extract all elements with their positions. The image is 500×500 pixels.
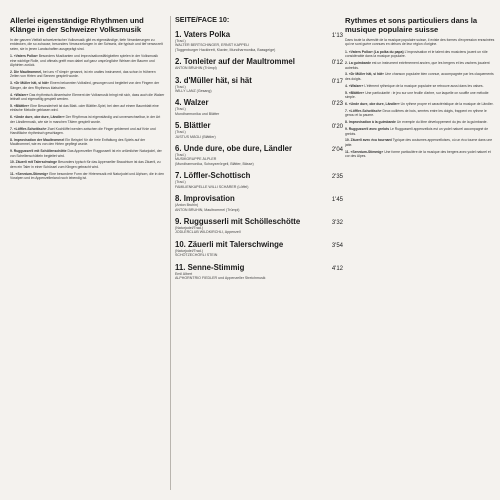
note-text: Une chanson populaire bien connue, accompagnée par les claquements des doigts. [345,72,494,81]
track-duration: 4'12 [331,265,343,272]
note-number: 10. [10,160,15,165]
note-title: Improvisation der Maultrommel [13,137,65,142]
track-credits: (Trad.) FAMILIENKAPELLE WILLI SCHÄRER (Löffel) [175,180,249,189]
note-text: Eine besondere Form der Hirtenmusik mit Naturjodel und Alphorn, die in den Voralpen und im Appenzellerland noch lebendig ist. [10,171,164,181]
note-item [10,70,165,79]
note-item [345,102,495,106]
track-duration: 0'23 [331,101,343,108]
note-item [10,81,165,90]
note-text: Eine Besonderheit ist das Blatt- oder Blättler-Spiel, bei dem auf einem Baumblatt eine einfache Melodie geblasen wird. [10,103,159,113]
track-item [175,240,343,258]
track-credits: ANTON BRUHIN (Trümpi) [175,66,217,71]
track-credits: (Trad.) WILLY LANZ (Gesang) [175,84,212,94]
note-text: Der Rhythmus ist eigenständig und unverwechselbar, in der Art der Ländlermusik, wie sie in manchen Tälern gespielt wurde. [10,115,161,124]
track-item [175,30,343,52]
track-item [175,171,343,189]
track-name: Unde dure, obe dure, Ländler [183,144,292,154]
track-number: 11. [175,262,186,272]
track-number: 4. [175,98,182,108]
note-title: «Löffler-Schottisch» [13,126,47,131]
note-item [10,138,165,147]
track-name: Vaters Polka [183,30,231,39]
track-duration: 0'12 [331,60,343,67]
note-number: 9. [345,127,348,132]
track-credits: (Naturjodel/Trad.) SCHÖTZECHÖRLI STEIN [175,248,218,258]
note-item [345,138,495,147]
german-notes-column [10,16,165,490]
note-title: «Löffler-Schottisch» [348,108,382,113]
note-title: La guimbarde [348,61,372,66]
track-number: 1. [175,30,182,39]
note-item [345,109,495,118]
track-name: Walzer [183,98,209,108]
note-title: «Vaters Polka» [13,54,38,59]
track-list [175,30,343,280]
note-item [345,127,495,136]
track-name: Blättler [183,121,211,131]
note-text: Das Appenzeller Ruggusserli ist ein urtümlicher Naturjodel, der von Schellenschütteln begleitet wird. [10,149,162,158]
track-duration: 0'17 [331,78,343,85]
track-credits: Emil Albert ALPHORNTRIO FIEDLER und Appenzeller Streichmusik [175,271,266,280]
note-title: «Senntum-Stimmig» [350,149,384,154]
note-text: Typique des coutumes appenzelloises, où un écu tourne dans une jatte. [345,138,493,147]
note-number: 2. [10,69,13,74]
note-text: Deux cuillères de bois, serrées entre les doigts, frappent en rythme le genou et la paume. [345,108,487,118]
track-number: 9. [175,216,182,226]
note-number: 11. [10,171,15,176]
note-title: Improvisation à la guimbarde [348,120,396,125]
track-item [175,121,343,139]
track-duration: 3'32 [331,219,343,226]
note-text: Une particularité : le jeu sur une feuille d'arbre, sur laquelle on souffle une mélodie simple. [345,90,489,100]
track-title [175,194,235,203]
note-item [10,115,165,124]
track-item [175,76,343,94]
track-title [175,263,244,272]
note-text: Einem bekannten Volkslied, gesungen und begleitet von den Fingern der Sänger, die den Rhythmus klatschen. [10,81,160,90]
track-item [175,217,343,235]
note-number: 10. [345,138,350,143]
note-text: Le Ruggusserli appenzellois est un yodel naturel accompagné de grelots. [345,127,489,136]
note-item [10,54,165,67]
note-title: Ruggusserli avec grelots [348,127,390,132]
track-name: Ruggusserli mit Schölleschötte [183,216,301,226]
track-credits: (Naturjodel/Trad.) JODLERCLUB WILDKIRCHLI, Appenzell [175,225,241,235]
note-number: 4. [10,92,13,97]
german-notes-list [10,54,165,180]
note-text: Zwei Kochlöffel werden zwischen die Finger geklemmt und auf Knie und Handfläche rhythmisch geschlagen. [10,126,156,135]
note-title: «Unde dure, obe dure, Ländler» [13,115,65,120]
note-item [10,172,165,181]
track-credits: (Trad.) JUSTUS MÄGLI (Blättler) [175,130,216,139]
track-credits: (Trad.) WALTER BERTSCHINGER, ERNST KAPPELI (Toggenburger Hackbrett, Klavier, Mundharmonika, Bassgeige) [175,39,276,52]
track-item [175,194,343,212]
note-number: 8. [10,137,13,142]
note-item [345,72,495,81]
side-header: SEITE/FACE 10: [175,16,230,24]
note-item [345,91,495,100]
french-notes-column [345,16,495,490]
french-notes-list [345,50,495,159]
track-name: Tonleiter auf der Maultrommel [183,57,295,67]
note-text: Une forme particulière de la musique des bergers avec yodel naturel et cor des Alpes. [345,149,491,159]
french-intro: Dans toute la diversité de la musique populaire suisse, il existe des formes d'expression enracinées qui ne sont guère connues en dehors de leur région d'origine. [345,38,495,47]
note-number: 6. [345,101,348,106]
track-number: 5. [175,121,182,131]
french-title: Rythmes et sons particuliers dans la musique populaire suisse [345,16,478,34]
track-name: Löffler-Schottisch [183,171,251,181]
tracklist-column [170,16,343,490]
track-duration: 2'35 [331,174,343,181]
note-text: Un rythme propre et caractéristique de la musique de Ländler. [400,101,494,106]
note-title: «Blättler» [13,103,30,108]
note-number: 9. [10,149,13,154]
track-number: 10. [175,239,186,249]
note-title: «Walzer» [348,83,364,88]
track-item [175,144,343,166]
note-title: «Dr Müller hät, si hät» [348,72,385,77]
note-text: L'élément rythmique de la musique populaire se retrouve aussi dans les valses. [364,83,484,88]
note-title: Zäuerli avec écu tournant [350,138,392,143]
track-credits: (Trad.) MUSIKGRUPPE ÄLPLER (Mundharmonika, Schwyzerörgeli, Blätter, Bässe) [175,153,254,166]
track-item [175,57,343,70]
note-text: bei uns «Trümpi» genannt, ist ein uraltes Instrument, das schon in früheren Zeiten von Hirten und Sennen gespielt wurde. [10,69,156,79]
note-number: 7. [10,126,13,131]
note-item [10,160,165,169]
note-title: Zäuerli mit Talerschwinge [15,160,58,165]
track-number: 7. [175,171,182,181]
note-item [345,50,495,59]
track-title [175,217,300,226]
note-title: Ruggusserli mit Schöllenschötte [13,149,67,154]
note-text: L'improvisation et le talent des musiciens jouent un rôle considérable dans la musique populaire. [345,49,488,59]
track-title [175,76,252,85]
note-text: Das rhythmisch-tänzerische Element der Volksmusik bringt mit sich, dass auch die Walzer lebhaft und eigenwillig gespielt werden. [10,92,165,101]
note-title: «Blättler» [348,90,365,95]
note-item [345,150,495,159]
track-item [175,263,343,281]
track-duration: 0'20 [331,124,343,131]
track-number: 8. [175,194,182,204]
track-credits: (Anton Bruhin) ANTON BRUHIN, Maultrommel (Trümpi) [175,203,240,212]
note-text: Un exemple du libre développement du jeu de la guimbarde. [396,120,488,125]
note-item [10,93,165,102]
note-item [10,127,165,136]
note-number: 5. [345,90,348,95]
track-name: d'Müller hät, si hät [183,75,252,85]
note-title: «Unde dure, obe dure, Ländler» [348,101,400,106]
note-title: «Senntum-Stimmig» [15,171,49,176]
track-duration: 1'13 [331,33,343,39]
track-item [175,98,343,116]
note-number: 3. [345,72,348,77]
track-duration: 3'54 [331,242,343,249]
track-name: Zäuerli mit Talerschwinge [188,239,284,249]
track-title [175,121,211,130]
track-title [175,30,230,39]
note-item [10,104,165,113]
track-name: Improvisation [183,194,235,204]
track-number: 6. [175,144,182,154]
note-text: Besonders typisch für das Appenzeller Brauchtum ist das Zäuerli, zu dem ein Taler in einer Schüssel zum Klingen gebracht wird. [10,160,161,169]
track-number: 2. [175,57,182,67]
note-text: Ein Beispiel für die freie Entfaltung des Spiels auf der Maultrommel, wie es von den Hirten gepflegt wurde. [10,137,146,147]
note-item [345,120,495,124]
note-number: 7. [345,108,348,113]
note-title: «Vaters Polka» (La polka du papa) [348,49,404,54]
note-title: Die Maultrommel, [13,69,43,74]
note-number: 11. [345,149,350,154]
note-number: 5. [10,103,13,108]
note-number: 2. [345,61,348,66]
note-number: 1. [345,49,348,54]
note-title: «Walzer» [13,92,29,97]
track-title [175,144,292,153]
track-duration: 2'04 [331,147,343,154]
note-number: 8. [345,120,348,125]
track-credits: (Trad.) Mundharmonika und Blätter [175,107,220,116]
track-number: 3. [175,75,182,85]
note-title: «Dr Müller hät, si hät» [13,81,50,86]
note-number: 1. [10,54,13,59]
track-duration: 1'45 [331,197,343,204]
track-title [175,171,250,180]
track-title [175,98,209,107]
note-item [10,149,165,158]
german-intro: In der ganzen Vielfalt schweizerischer Volksmusik gibt es eigenständige, tiefe Verankerungen zu entdecken, die so zuhause, besonders Verwurzelungen in der Schweiz, die typisch und tief verwurzelt seien, sie in jenen Landschaften ausgeprägt sind. [10,38,163,51]
note-text: est un instrument extrêmement ancien, que les bergers et les vachers jouaient autrefois. [345,61,490,70]
track-title [175,57,295,66]
track-title [175,240,283,249]
note-text: Besonders Musikanten und Improvisationsfähigkeiten spielen in der Volksmusik eine wichtige Rolle, und oftmals greift man dabei auf ganz ursprüngliche Weisen der Bauern und Alphirten zurück. [10,54,158,68]
track-name: Senne-Stimmig [187,262,245,272]
note-number: 3. [10,81,13,86]
german-title: Allerlei eigenständige Rhythmen und Klänge in der Schweizer Volksmusik [10,16,144,34]
note-item [345,61,495,70]
note-item [345,84,495,88]
note-number: 4. [345,83,348,88]
note-number: 6. [10,115,13,120]
